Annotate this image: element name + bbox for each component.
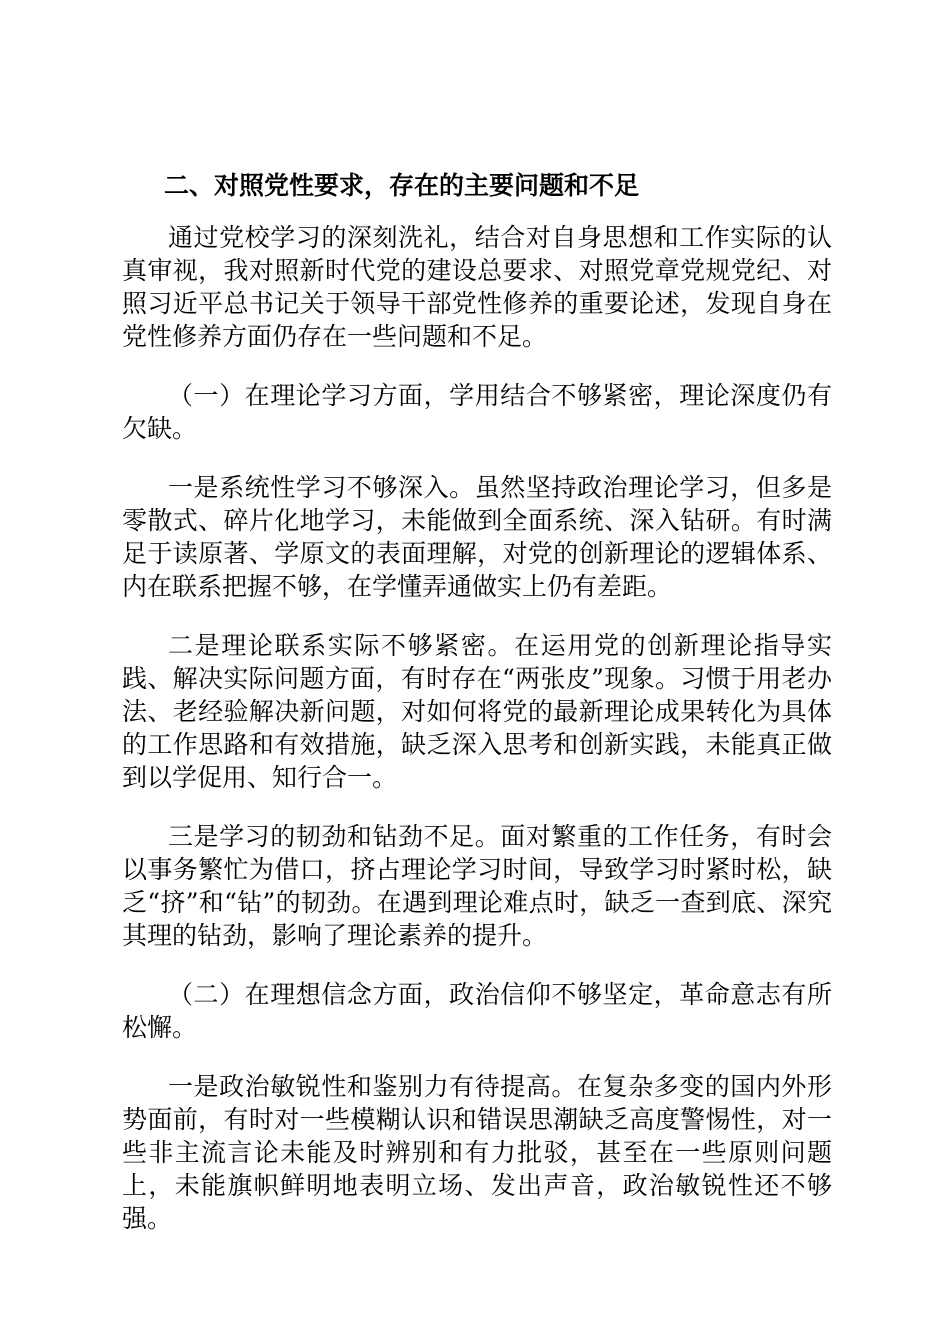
subheading-ideals-beliefs: （二）在理想信念方面，政治信仰不够坚定，革命意志有所松懈。 <box>122 980 832 1042</box>
paragraph-political-sensitivity: 一是政治敏锐性和鉴别力有待提高。在复杂多变的国内外形势面前，有时对一些模糊认识和错误思潮缺乏高度警惕性，对一些非主流言论未能及时辨别和有力批驳，甚至在一些原则问题上，未能旗帜鲜明地表明立场、发出声音，政治敏锐性还不够强。 <box>122 1072 832 1233</box>
paragraph-study-persistence: 三是学习的韧劲和钻劲不足。面对繁重的工作任务，有时会以事务繁忙为借口，挤占理论学习时间，导致学习时紧时松，缺乏“挤”和“钻”的韧劲。在遇到理论难点时，缺乏一查到底、深究其理的钻劲，影响了理论素养的提升。 <box>122 822 832 950</box>
paragraph-theory-practice: 二是理论联系实际不够紧密。在运用党的创新理论指导实践、解决实际问题方面，有时存在“两张皮”现象。习惯于用老办法、老经验解决新问题，对如何将党的最新理论成果转化为具体的工作思路和有效措施，缺乏深入思考和创新实践，未能真正做到以学促用、知行合一。 <box>122 631 832 792</box>
document-body <box>122 165 832 1261</box>
intro-paragraph: 通过党校学习的深刻洗礼，结合对自身思想和工作实际的认真审视，我对照新时代党的建设总要求、对照党章党规党纪、对照习近平总书记关于领导干部党性修养的重要论述，发现自身在党性修养方面仍存在一些问题和不足。 <box>122 223 832 351</box>
paragraph-systematic-study: 一是系统性学习不够深入。虽然坚持政治理论学习，但多是零散式、碎片化地学习，未能做到全面系统、深入钻研。有时满足于读原著、学原文的表面理解，对党的创新理论的逻辑体系、内在联系把握不够，在学懂弄通做实上仍有差距。 <box>122 473 832 601</box>
subheading-theory-study: （一）在理论学习方面，学用结合不够紧密，理论深度仍有欠缺。 <box>122 381 832 443</box>
section-heading: 二、对照党性要求，存在的主要问题和不足 <box>164 171 640 200</box>
